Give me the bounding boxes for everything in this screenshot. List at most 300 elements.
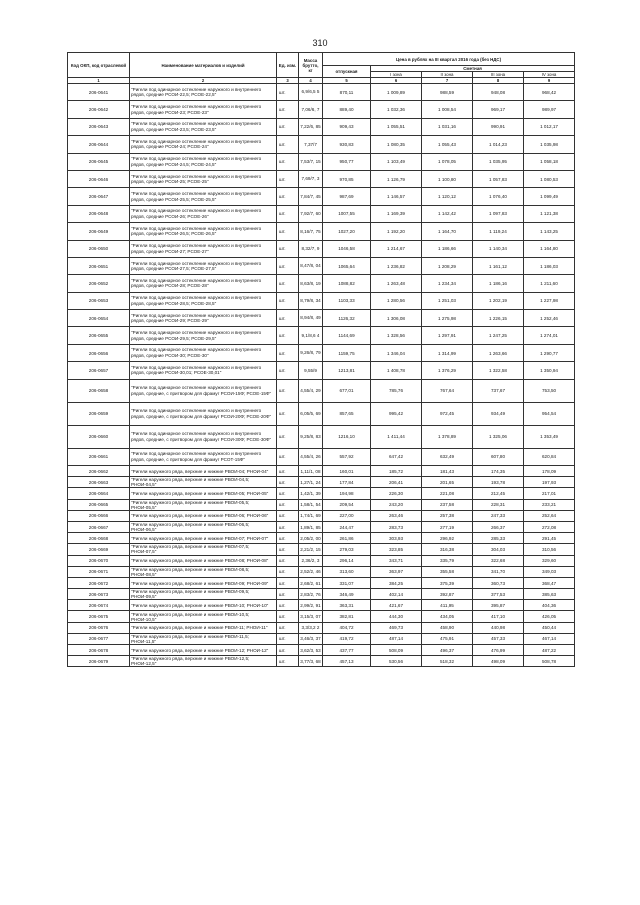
zone-2-price-cell: 518,32 bbox=[422, 656, 473, 667]
zone-3-price-cell: 395,87 bbox=[473, 600, 524, 611]
name-cell: "Ригели под одинарное остекление наружного и внутреннего рядов, средние РСОИ-26,5; РСОЕ-26,5" bbox=[130, 223, 277, 240]
mass-cell: 7,06/6, 7 bbox=[299, 101, 323, 118]
zone-2-price-cell: 296,92 bbox=[422, 533, 473, 544]
zone-1-price-cell: 530,56 bbox=[371, 656, 422, 667]
table-row bbox=[68, 170, 575, 187]
zone-3-price-cell: 322,68 bbox=[473, 555, 524, 566]
unit-cell: шт. bbox=[277, 310, 299, 327]
release-price-cell: 889,40 bbox=[323, 101, 371, 118]
table-row bbox=[68, 533, 575, 544]
zone-2-price-cell: 392,87 bbox=[422, 589, 473, 600]
table-row bbox=[68, 402, 575, 425]
price-table bbox=[67, 52, 575, 667]
name-cell: "Ригели под одинарное остекление наружного и внутреннего рядов, средние, с притвором для фрамуг РСОИ-20Ф; РСОЕ-20Ф" bbox=[130, 402, 277, 425]
zone-3-price-cell: 174,35 bbox=[473, 466, 524, 477]
mass-cell: 7,22/6, 85 bbox=[299, 118, 323, 135]
table-row bbox=[68, 622, 575, 633]
name-cell: "Ригели наружного ряда, верхние и нижние РВОИ-06,5; РНОИ-06,5" bbox=[130, 521, 277, 532]
code-cell: 206-0651 bbox=[68, 257, 130, 274]
zone-1-price-cell: 283,73 bbox=[371, 521, 422, 532]
table-row bbox=[68, 136, 575, 153]
zone-4-price-cell: 1 350,94 bbox=[524, 362, 575, 379]
zone-1-price-cell: 1 328,56 bbox=[371, 327, 422, 344]
zone-1-price-cell: 1 214,67 bbox=[371, 240, 422, 257]
release-price-cell: 870,11 bbox=[323, 84, 371, 101]
zone-3-price-cell: 440,98 bbox=[473, 622, 524, 633]
code-cell: 206-0650 bbox=[68, 240, 130, 257]
unit-cell: шт. bbox=[277, 656, 299, 667]
code-cell: 206-0660 bbox=[68, 425, 130, 448]
unit-cell: шт. bbox=[277, 275, 299, 292]
zone-4-price-cell: 426,05 bbox=[524, 611, 575, 622]
table-row bbox=[68, 645, 575, 656]
unit-cell: шт. bbox=[277, 611, 299, 622]
zone-1-price-cell: 1 280,56 bbox=[371, 292, 422, 309]
table-row bbox=[68, 425, 575, 448]
zone-2-price-cell: 1 120,12 bbox=[422, 188, 473, 205]
zone-1-price-cell: 384,25 bbox=[371, 577, 422, 588]
unit-cell: шт. bbox=[277, 566, 299, 577]
release-price-cell: 1007,55 bbox=[323, 205, 371, 222]
name-cell: "Ригели наружного ряда, верхние и нижние РВОИ-11,5; РНОИ-11,5" bbox=[130, 633, 277, 644]
unit-cell: шт. bbox=[277, 521, 299, 532]
column-number: 7 bbox=[422, 78, 473, 84]
zone-1-price-cell: 185,72 bbox=[371, 466, 422, 477]
zone-1-price-cell: 363,97 bbox=[371, 566, 422, 577]
mass-cell: 3,15/3, 07 bbox=[299, 611, 323, 622]
zone-1-price-cell: 1 263,48 bbox=[371, 275, 422, 292]
table-row bbox=[68, 521, 575, 532]
zone-4-price-cell: 272,08 bbox=[524, 521, 575, 532]
release-price-cell: 1046,58 bbox=[323, 240, 371, 257]
table-row bbox=[68, 344, 575, 361]
zone-3-price-cell: 304,03 bbox=[473, 544, 524, 555]
code-cell: 206-0656 bbox=[68, 344, 130, 361]
zone-2-price-cell: 1 055,43 bbox=[422, 136, 473, 153]
unit-cell: шт. bbox=[277, 84, 299, 101]
zone-3-price-cell: 247,33 bbox=[473, 510, 524, 521]
zone-2-price-cell: 1 031,16 bbox=[422, 118, 473, 135]
table-row bbox=[68, 275, 575, 292]
unit-cell: шт. bbox=[277, 425, 299, 448]
table-row bbox=[68, 101, 575, 118]
zone-3-price-cell: 1 140,34 bbox=[473, 240, 524, 257]
name-cell: "Ригели под одинарное остекление наружного и внутреннего рядов, средние, с притвором для фрамуг РСОИ-15Ф; РСОЕ-15Ф" bbox=[130, 379, 277, 402]
zone-2-price-cell: 1 008,54 bbox=[422, 101, 473, 118]
zone-2-price-cell: 972,45 bbox=[422, 402, 473, 425]
column-number: 2 bbox=[130, 78, 277, 84]
zone-4-price-cell: 1 211,60 bbox=[524, 275, 575, 292]
zone-4-price-cell: 233,21 bbox=[524, 499, 575, 510]
zone-4-price-cell: 217,01 bbox=[524, 488, 575, 499]
name-cell: "Ригели наружного ряда, верхние и нижние РВОИ-09; РНОИ-09" bbox=[130, 577, 277, 588]
zone-1-price-cell: 243,20 bbox=[371, 499, 422, 510]
zone-4-price-cell: 368,47 bbox=[524, 577, 575, 588]
release-price-cell: 244,47 bbox=[323, 521, 371, 532]
mass-cell: 9,1/8,6 4 bbox=[299, 327, 323, 344]
zone-4-price-cell: 291,45 bbox=[524, 533, 575, 544]
mass-cell: 7,37/7 bbox=[299, 136, 323, 153]
zone-2-price-cell: 1 078,05 bbox=[422, 153, 473, 170]
zone-1-price-cell: 1 146,57 bbox=[371, 188, 422, 205]
code-cell: 206-0654 bbox=[68, 310, 130, 327]
name-cell: "Ригели под одинарное остекление наружного и внутреннего рядов, средние РСОИ-29,5; РСОЕ-29,5" bbox=[130, 327, 277, 344]
zone-1-price-cell: 421,67 bbox=[371, 600, 422, 611]
name-cell: "Ригели наружного ряда, верхние и нижние РВОИ-10; РНОИ-10" bbox=[130, 600, 277, 611]
zone-4-price-cell: 467,14 bbox=[524, 633, 575, 644]
column-number: 5 bbox=[323, 78, 371, 84]
table-row bbox=[68, 448, 575, 465]
code-cell: 206-0644 bbox=[68, 136, 130, 153]
release-price-cell: 177,84 bbox=[323, 477, 371, 488]
mass-cell: 2,36/2, 3 bbox=[299, 555, 323, 566]
zone-3-price-cell: 1 097,83 bbox=[473, 205, 524, 222]
table-row bbox=[68, 555, 575, 566]
mass-cell: 7,92/7, 60 bbox=[299, 205, 323, 222]
zone-3-price-cell: 228,31 bbox=[473, 499, 524, 510]
zone-1-price-cell: 444,30 bbox=[371, 611, 422, 622]
column-number: 3 bbox=[277, 78, 299, 84]
zone-2-price-cell: 767,64 bbox=[422, 379, 473, 402]
code-cell: 206-0670 bbox=[68, 555, 130, 566]
code-cell: 206-0673 bbox=[68, 589, 130, 600]
release-price-cell: 331,07 bbox=[323, 577, 371, 588]
name-cell: "Ригели под одинарное остекление наружного и внутреннего рядов, средние РСОИ-30,01; РСОЕ-30,01" bbox=[130, 362, 277, 379]
mass-cell: 8,16/7, 75 bbox=[299, 223, 323, 240]
code-cell: 206-0661 bbox=[68, 448, 130, 465]
unit-cell: шт. bbox=[277, 118, 299, 135]
unit-cell: шт. bbox=[277, 170, 299, 187]
table-row bbox=[68, 466, 575, 477]
zone-2-price-cell: 201,65 bbox=[422, 477, 473, 488]
release-price-cell: 909,43 bbox=[323, 118, 371, 135]
zone-2-price-cell: 335,79 bbox=[422, 555, 473, 566]
unit-cell: шт. bbox=[277, 499, 299, 510]
column-number: 1 bbox=[68, 78, 130, 84]
name-cell: "Ригели под одинарное остекление наружного и внутреннего рядов, средние РСОИ-23,5; РСОЕ-23,5" bbox=[130, 118, 277, 135]
zone-3-price-cell: 1 014,23 bbox=[473, 136, 524, 153]
mass-cell: 4,55/4, 26 bbox=[299, 448, 323, 465]
unit-cell: шт. bbox=[277, 533, 299, 544]
zone-1-price-cell: 469,73 bbox=[371, 622, 422, 633]
zone-4-price-cell: 178,09 bbox=[524, 466, 575, 477]
mass-cell: 8,47/8, 04 bbox=[299, 257, 323, 274]
zone-4-price-cell: 1 143,25 bbox=[524, 223, 575, 240]
mass-cell: 1,27/1, 24 bbox=[299, 477, 323, 488]
name-cell: "Ригели под одинарное остекление наружного и внутреннего рядов, средние РСОИ-27; РСОЕ-27" bbox=[130, 240, 277, 257]
zone-2-price-cell: 1 376,29 bbox=[422, 362, 473, 379]
zone-2-price-cell: 411,95 bbox=[422, 600, 473, 611]
zone-4-price-cell: 508,78 bbox=[524, 656, 575, 667]
name-cell: "Ригели наружного ряда, верхние и нижние РВОИ-06; РНОИ-06" bbox=[130, 510, 277, 521]
unit-cell: шт. bbox=[277, 510, 299, 521]
release-price-cell: 296,14 bbox=[323, 555, 371, 566]
header-price-title: Цена в рублях на III квартал 2016 года (без НДС) bbox=[323, 53, 575, 66]
zone-2-price-cell: 316,38 bbox=[422, 544, 473, 555]
zone-3-price-cell: 990,91 bbox=[473, 118, 524, 135]
zone-3-price-cell: 266,37 bbox=[473, 521, 524, 532]
table-row bbox=[68, 499, 575, 510]
release-price-cell: 677,01 bbox=[323, 379, 371, 402]
column-number: 9 bbox=[524, 78, 575, 84]
unit-cell: шт. bbox=[277, 205, 299, 222]
release-price-cell: 437,77 bbox=[323, 645, 371, 656]
zone-4-price-cell: 197,93 bbox=[524, 477, 575, 488]
code-cell: 206-0663 bbox=[68, 477, 130, 488]
zone-4-price-cell: 1 012,17 bbox=[524, 118, 575, 135]
unit-cell: шт. bbox=[277, 488, 299, 499]
zone-3-price-cell: 417,10 bbox=[473, 611, 524, 622]
header-mass: Масса брутто, кг bbox=[299, 53, 323, 78]
name-cell: "Ригели под одинарное остекление наружного и внутреннего рядов, средние, с притвором для фрамуг РСОИ-30Ф; РСОЕ-30Ф" bbox=[130, 425, 277, 448]
unit-cell: шт. bbox=[277, 223, 299, 240]
zone-1-price-cell: 1 408,78 bbox=[371, 362, 422, 379]
header-unit: Ед. изм. bbox=[277, 53, 299, 78]
zone-4-price-cell: 329,60 bbox=[524, 555, 575, 566]
zone-4-price-cell: 252,64 bbox=[524, 510, 575, 521]
release-price-cell: 1027,20 bbox=[323, 223, 371, 240]
zone-4-price-cell: 385,63 bbox=[524, 589, 575, 600]
zone-4-price-cell: 1 121,38 bbox=[524, 205, 575, 222]
zone-1-price-cell: 1 126,79 bbox=[371, 170, 422, 187]
name-cell: "Ригели наружного ряда, верхние и нижние РВОИ-04; РНОИ-04" bbox=[130, 466, 277, 477]
unit-cell: шт. bbox=[277, 544, 299, 555]
zone-4-price-cell: 404,36 bbox=[524, 600, 575, 611]
zone-1-price-cell: 487,14 bbox=[371, 633, 422, 644]
zone-2-price-cell: 375,39 bbox=[422, 577, 473, 588]
zone-2-price-cell: 475,91 bbox=[422, 633, 473, 644]
unit-cell: шт. bbox=[277, 362, 299, 379]
table-row bbox=[68, 544, 575, 555]
name-cell: "Ригели под одинарное остекление наружного и внутреннего рядов, средние РСОИ-25; РСОЕ-25" bbox=[130, 170, 277, 187]
zone-1-price-cell: 1 103,49 bbox=[371, 153, 422, 170]
release-price-cell: 457,13 bbox=[323, 656, 371, 667]
table-row bbox=[68, 611, 575, 622]
zone-3-price-cell: 934,49 bbox=[473, 402, 524, 425]
zone-4-price-cell: 1 099,49 bbox=[524, 188, 575, 205]
table-row bbox=[68, 188, 575, 205]
unit-cell: шт. bbox=[277, 344, 299, 361]
zone-2-price-cell: 277,19 bbox=[422, 521, 473, 532]
zone-2-price-cell: 1 251,03 bbox=[422, 292, 473, 309]
mass-cell: 1,42/1, 39 bbox=[299, 488, 323, 499]
mass-cell: 6,9/6,5 5 bbox=[299, 84, 323, 101]
page-number: 310 bbox=[312, 38, 328, 48]
table-row bbox=[68, 488, 575, 499]
code-cell: 206-0647 bbox=[68, 188, 130, 205]
release-price-cell: 209,54 bbox=[323, 499, 371, 510]
column-number: 6 bbox=[371, 78, 422, 84]
code-cell: 206-0674 bbox=[68, 600, 130, 611]
table-row bbox=[68, 153, 575, 170]
zone-4-price-cell: 1 186,03 bbox=[524, 257, 575, 274]
name-cell: "Ригели под одинарное остекление наружного и внутреннего рядов, средние РСОИ-24,5; РСОЕ-24,5" bbox=[130, 153, 277, 170]
table-row bbox=[68, 633, 575, 644]
mass-cell: 3,46/3, 37 bbox=[299, 633, 323, 644]
zone-3-price-cell: 1 247,25 bbox=[473, 327, 524, 344]
zone-2-price-cell: 237,58 bbox=[422, 499, 473, 510]
name-cell: "Ригели под одинарное остекление наружного и внутреннего рядов, средние РСОИ-26; РСОЕ-26" bbox=[130, 205, 277, 222]
mass-cell: 9,55/9 bbox=[299, 362, 323, 379]
code-cell: 206-0659 bbox=[68, 402, 130, 425]
zone-2-price-cell: 632,49 bbox=[422, 448, 473, 465]
zone-2-price-cell: 221,08 bbox=[422, 488, 473, 499]
code-cell: 206-0671 bbox=[68, 566, 130, 577]
release-price-cell: 1065,64 bbox=[323, 257, 371, 274]
zone-3-price-cell: 1 325,06 bbox=[473, 425, 524, 448]
zone-1-price-cell: 1 192,20 bbox=[371, 223, 422, 240]
zone-1-price-cell: 995,42 bbox=[371, 402, 422, 425]
zone-2-price-cell: 458,90 bbox=[422, 622, 473, 633]
mass-cell: 2,21/2, 15 bbox=[299, 544, 323, 555]
zone-3-price-cell: 1 186,16 bbox=[473, 275, 524, 292]
release-price-cell: 227,00 bbox=[323, 510, 371, 521]
zone-1-price-cell: 206,41 bbox=[371, 477, 422, 488]
zone-3-price-cell: 1 035,95 bbox=[473, 153, 524, 170]
code-cell: 206-0672 bbox=[68, 577, 130, 588]
code-cell: 206-0642 bbox=[68, 101, 130, 118]
release-price-cell: 363,31 bbox=[323, 600, 371, 611]
zone-2-price-cell: 434,05 bbox=[422, 611, 473, 622]
code-cell: 206-0666 bbox=[68, 510, 130, 521]
mass-cell: 3,62/3, 53 bbox=[299, 645, 323, 656]
column-number: 8 bbox=[473, 78, 524, 84]
table-row bbox=[68, 379, 575, 402]
unit-cell: шт. bbox=[277, 466, 299, 477]
zone-4-price-cell: 1 035,98 bbox=[524, 136, 575, 153]
zone-4-price-cell: 1 058,18 bbox=[524, 153, 575, 170]
table-row bbox=[68, 310, 575, 327]
header-release: отпускная bbox=[323, 66, 371, 78]
zone-2-price-cell: 1 378,89 bbox=[422, 425, 473, 448]
release-price-cell: 261,86 bbox=[323, 533, 371, 544]
zone-1-price-cell: 1 009,89 bbox=[371, 84, 422, 101]
name-cell: "Ригели под одинарное остекление наружного и внутреннего рядов, средние РСОИ-25,5; РСОЕ-25,5" bbox=[130, 188, 277, 205]
code-cell: 206-0653 bbox=[68, 292, 130, 309]
release-price-cell: 1216,10 bbox=[323, 425, 371, 448]
mass-cell: 3,77/3, 68 bbox=[299, 656, 323, 667]
release-price-cell: 970,85 bbox=[323, 170, 371, 187]
zone-3-price-cell: 1 076,40 bbox=[473, 188, 524, 205]
zone-3-price-cell: 193,78 bbox=[473, 477, 524, 488]
zone-1-price-cell: 1 346,04 bbox=[371, 344, 422, 361]
name-cell: "Ригели под одинарное остекление наружного и внутреннего рядов, средние РСОИ-28,5; РСОЕ-28,5" bbox=[130, 292, 277, 309]
unit-cell: шт. bbox=[277, 600, 299, 611]
code-cell: 206-0643 bbox=[68, 118, 130, 135]
zone-1-price-cell: 785,76 bbox=[371, 379, 422, 402]
header-zone-4: IV зона bbox=[524, 72, 575, 78]
release-price-cell: 382,81 bbox=[323, 611, 371, 622]
header-zone-3: III зона bbox=[473, 72, 524, 78]
release-price-cell: 987,69 bbox=[323, 188, 371, 205]
zone-4-price-cell: 989,97 bbox=[524, 101, 575, 118]
table-row bbox=[68, 362, 575, 379]
name-cell: "Ригели наружного ряда, верхние и нижние РВОИ-10,5; РНОИ-10,5" bbox=[130, 611, 277, 622]
table-row bbox=[68, 257, 575, 274]
table-row bbox=[68, 566, 575, 577]
name-cell: "Ригели наружного ряда, верхние и нижние РВОИ-12; РНОИ-12" bbox=[130, 645, 277, 656]
table-row bbox=[68, 240, 575, 257]
table-row bbox=[68, 84, 575, 101]
release-price-cell: 346,49 bbox=[323, 589, 371, 600]
zone-4-price-cell: 1 252,46 bbox=[524, 310, 575, 327]
release-price-cell: 1126,32 bbox=[323, 310, 371, 327]
unit-cell: шт. bbox=[277, 402, 299, 425]
zone-2-price-cell: 257,38 bbox=[422, 510, 473, 521]
zone-4-price-cell: 968,42 bbox=[524, 84, 575, 101]
code-cell: 206-0652 bbox=[68, 275, 130, 292]
release-price-cell: 557,92 bbox=[323, 448, 371, 465]
mass-cell: 3,3/3,2 2 bbox=[299, 622, 323, 633]
release-price-cell: 1159,75 bbox=[323, 344, 371, 361]
code-cell: 206-0668 bbox=[68, 533, 130, 544]
table-row bbox=[68, 118, 575, 135]
name-cell: "Ригели наружного ряда, верхние и нижние РВОИ-07,5; РНОИ-07,5" bbox=[130, 544, 277, 555]
zone-1-price-cell: 1 169,39 bbox=[371, 205, 422, 222]
zone-3-price-cell: 737,67 bbox=[473, 379, 524, 402]
mass-cell: 9,25/8, 83 bbox=[299, 425, 323, 448]
zone-4-price-cell: 620,84 bbox=[524, 448, 575, 465]
code-cell: 206-0669 bbox=[68, 544, 130, 555]
code-cell: 206-0665 bbox=[68, 499, 130, 510]
zone-2-price-cell: 1 208,29 bbox=[422, 257, 473, 274]
zone-4-price-cell: 1 227,98 bbox=[524, 292, 575, 309]
release-price-cell: 1088,82 bbox=[323, 275, 371, 292]
code-cell: 206-0649 bbox=[68, 223, 130, 240]
code-cell: 206-0648 bbox=[68, 205, 130, 222]
name-cell: "Ригели наружного ряда, верхние и нижние РВОИ-08,5; РНОИ-08,5" bbox=[130, 566, 277, 577]
zone-3-price-cell: 1 057,83 bbox=[473, 170, 524, 187]
header-zone-1: I зона bbox=[371, 72, 422, 78]
zone-2-price-cell: 1 142,42 bbox=[422, 205, 473, 222]
zone-3-price-cell: 1 202,19 bbox=[473, 292, 524, 309]
release-price-cell: 857,65 bbox=[323, 402, 371, 425]
header-zone-2: II зона bbox=[422, 72, 473, 78]
zone-2-price-cell: 1 186,66 bbox=[422, 240, 473, 257]
header-name: Наименование материалов и изделий bbox=[130, 53, 277, 78]
zone-4-price-cell: 1 290,77 bbox=[524, 344, 575, 361]
unit-cell: шт. bbox=[277, 477, 299, 488]
zone-3-price-cell: 948,08 bbox=[473, 84, 524, 101]
zone-4-price-cell: 753,50 bbox=[524, 379, 575, 402]
name-cell: "Ригели наружного ряда, верхние и нижние РВОИ-07; РНОИ-07" bbox=[130, 533, 277, 544]
unit-cell: шт. bbox=[277, 153, 299, 170]
code-cell: 206-0658 bbox=[68, 379, 130, 402]
mass-cell: 1,74/1, 69 bbox=[299, 510, 323, 521]
name-cell: "Ригели под одинарное остекление наружного и внутреннего рядов, средние РСОИ-27,5; РСОЕ-27,5" bbox=[130, 257, 277, 274]
zone-1-price-cell: 1 306,08 bbox=[371, 310, 422, 327]
name-cell: "Ригели наружного ряда, верхние и нижние РВОИ-11; РНОИ-11" bbox=[130, 622, 277, 633]
zone-3-price-cell: 476,99 bbox=[473, 645, 524, 656]
mass-cell: 2,52/2, 46 bbox=[299, 566, 323, 577]
unit-cell: шт. bbox=[277, 292, 299, 309]
zone-3-price-cell: 341,70 bbox=[473, 566, 524, 577]
unit-cell: шт. bbox=[277, 589, 299, 600]
zone-3-price-cell: 1 322,58 bbox=[473, 362, 524, 379]
code-cell: 206-0655 bbox=[68, 327, 130, 344]
zone-2-price-cell: 496,37 bbox=[422, 645, 473, 656]
unit-cell: шт. bbox=[277, 645, 299, 656]
zone-1-price-cell: 508,09 bbox=[371, 645, 422, 656]
code-cell: 206-0678 bbox=[68, 645, 130, 656]
zone-1-price-cell: 1 055,51 bbox=[371, 118, 422, 135]
zone-1-price-cell: 1 032,36 bbox=[371, 101, 422, 118]
zone-3-price-cell: 457,33 bbox=[473, 633, 524, 644]
zone-2-price-cell: 1 297,91 bbox=[422, 327, 473, 344]
table-body bbox=[68, 84, 575, 667]
zone-4-price-cell: 1 353,49 bbox=[524, 425, 575, 448]
zone-1-price-cell: 303,93 bbox=[371, 533, 422, 544]
